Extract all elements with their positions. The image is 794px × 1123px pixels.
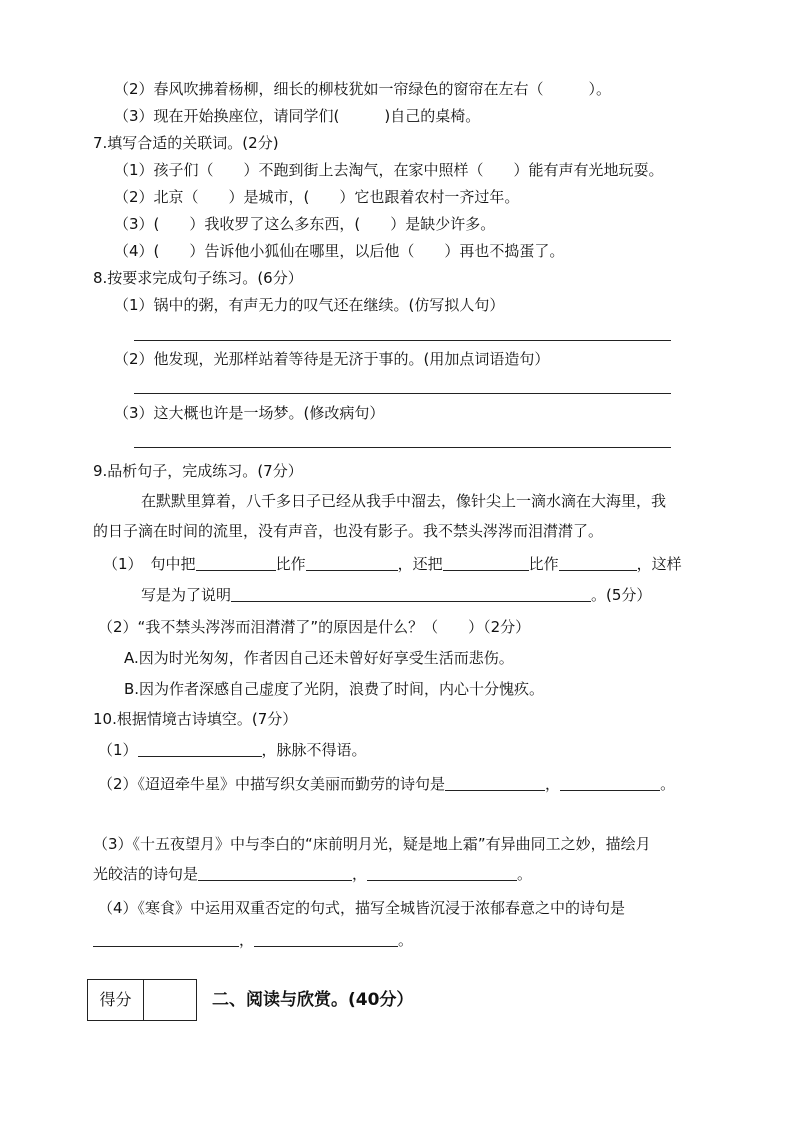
q9-blank-5[interactable] [231,586,591,602]
q9-sub1-text-d: 比作 [528,555,559,573]
q6-item-3: （3）现在开始换座位，请同学们( )自己的桌椅。 [114,107,481,125]
q9-sub1-text-e: ，这样 [636,555,682,573]
q9-sub1-text-f: 写是为了说明 [141,586,232,604]
q10-blank-4[interactable] [198,865,352,881]
q10-item-1-text: ，脉脉不得语。 [261,741,367,759]
q10-blank-5[interactable] [367,865,517,881]
q10-item-3-line-2 [93,864,532,884]
q7-item-2: （2）北京（ ）是城市，( ）它也跟着农村一齐过年。 [114,188,520,206]
score-label: 得分 [88,980,144,1020]
score-box [87,979,197,1021]
score-input-cell[interactable] [144,980,196,1020]
q9-sub1-score: 。(5分） [591,586,652,604]
q9-option-b: B.因为作者深感自己虚度了光阴，浪费了时间，内心十分愧疚。 [124,680,545,698]
q10-item-2-period: 。 [660,775,676,793]
q9-sub1-text-c: ，还把 [397,555,443,573]
q10-item-2 [98,774,675,794]
q10-item-4-line-1: （4）《寒食》中运用双重否定的句式，描写全城皆沉浸于浓郁春意之中的诗句是 [98,899,626,917]
q8-item-2: （2）他发现，光那样站着等待是无济于事的。(用加点词语造句） [114,350,550,368]
q9-title: 9.品析句子，完成练习。(7分） [93,462,303,480]
q10-item-2-comma: ， [545,775,561,793]
q10-blank-6[interactable] [93,931,239,947]
q9-sub2: （2）“我不禁头涔涔而泪潸潸了”的原因是什么？（ ）（2分） [98,618,531,636]
q10-blank-7[interactable] [254,931,398,947]
q10-item-3-line-1: （3）《十五夜望月》中与李白的“床前明月光，疑是地上霜”有异曲同工之妙，描绘月 [93,835,651,853]
q9-blank-3[interactable] [443,555,529,571]
q9-sub1-line-2 [141,585,651,605]
q7-title: 7.填写合适的关联词。(2分) [93,134,279,152]
q10-item-3-period: 。 [517,865,533,883]
q9-option-a: A.因为时光匆匆，作者因自己还未曾好好享受生活而悲伤。 [124,649,514,667]
q8-answer-line-1[interactable] [134,340,671,341]
q10-item-4-period: 。 [398,931,414,949]
q10-blank-2[interactable] [445,775,545,791]
q7-item-3: （3）( ）我收罗了这么多东西，( ）是缺少许多。 [114,215,496,233]
q7-item-1: （1）孩子们（ ）不跑到街上去淘气，在家中照样（ ）能有声有光地玩耍。 [114,161,664,179]
q8-item-1: （1）锅中的粥，有声无力的叹气还在继续。(仿写拟人句） [114,296,505,314]
q10-item-4-comma: ， [239,931,255,949]
q9-sub1-text-a: 句中把 [150,555,196,573]
q9-blank-4[interactable] [559,555,637,571]
q10-item-1-number: （1） [98,741,138,759]
q7-item-4: （4）( ）告诉他小狐仙在哪里，以后他（ ）再也不捣蛋了。 [114,242,565,260]
q8-title: 8.按要求完成句子练习。(6分） [93,269,303,287]
q9-passage-line-1: 在默默里算着，八千多日子已经从我手中溜去，像针尖上一滴水滴在大海里，我 [141,492,667,510]
q10-blank-3[interactable] [560,775,660,791]
q8-answer-line-3[interactable] [134,447,671,448]
q10-item-3-text: 光皎洁的诗句是 [93,865,199,883]
q9-blank-2[interactable] [306,555,398,571]
q6-item-2: （2）春风吹拂着杨柳，细长的柳枝犹如一帘绿色的窗帘在左右（ ）。 [114,80,612,98]
q10-item-4-line-2 [93,930,413,950]
q9-sub1-text-b: 比作 [275,555,306,573]
q10-blank-1[interactable] [138,741,262,757]
q9-sub1-line-1 [103,554,682,574]
section-title: 二、阅读与欣赏。(40分） [212,990,414,1010]
q8-answer-line-2[interactable] [134,393,671,394]
q10-item-2-text: （2）《迢迢牵牛星》中描写织女美丽而勤劳的诗句是 [98,775,446,793]
q10-item-1 [98,740,367,760]
q9-blank-1[interactable] [196,555,276,571]
q9-passage-line-2: 的日子滴在时间的流里，没有声音，也没有影子。我不禁头涔涔而泪潸潸了。 [93,522,604,540]
q10-item-3-comma: ， [352,865,368,883]
q9-sub1-number: （1） [103,555,143,573]
q8-item-3: （3）这大概也许是一场梦。(修改病句） [114,404,385,422]
q10-title: 10.根据情境古诗填空。(7分） [93,710,298,728]
